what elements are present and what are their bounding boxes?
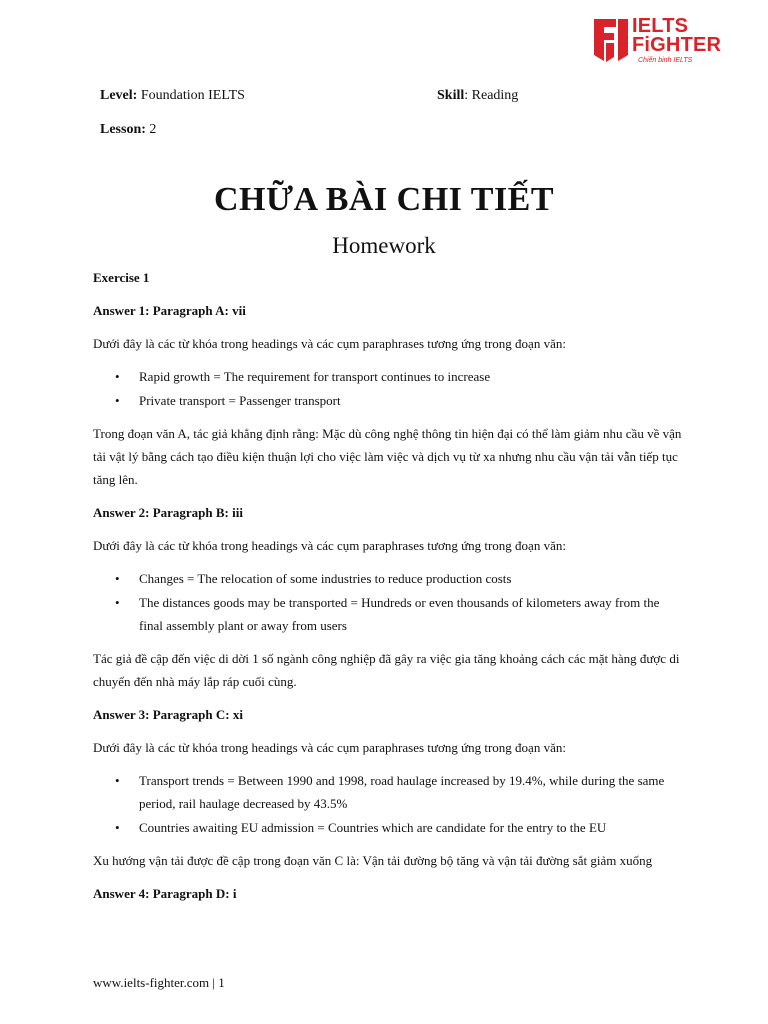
answer-1-bullets: [93, 365, 683, 412]
list-item: • The distances goods may be transported = Hundreds or even thousands of kilometers away from the final assembly plant or away from users: [93, 591, 683, 637]
answer-3-heading: Answer 3: Paragraph C: xi: [93, 707, 243, 722]
answer-1-intro: Dưới đây là các từ khóa trong headings và các cụm paraphrases tương ứng trong đoạn văn:: [93, 336, 566, 351]
page-footer: www.ielts-fighter.com | 1: [93, 975, 225, 990]
answer-1-explanation: Trong đoạn văn A, tác giả khẳng định rằng: Mặc dù công nghệ thông tin hiện đại có thể làm giảm nhu cầu về vận tải vật lý bằng cách tạo điều kiện thuận lợi cho việc làm việc và dịch vụ từ xa nhưng nhu cầu vận tải vẫn tiếp tục tăng lên.: [93, 426, 682, 487]
level-label: Level:: [100, 88, 138, 103]
answer-2-explanation: Tác giả đề cập đến việc di dời 1 số ngành công nghiệp đã gây ra việc gia tăng khoảng cách các mặt hàng được di chuyển đến nhà máy lắp ráp cuối cùng.: [93, 651, 680, 689]
answer-4-heading: Answer 4: Paragraph D: i: [93, 886, 237, 901]
ielts-fighter-logo: [592, 17, 742, 69]
skill-label: Skill: [437, 88, 465, 103]
exercise-heading: Exercise 1: [93, 270, 150, 285]
answer-2-intro: Dưới đây là các từ khóa trong headings và các cụm paraphrases tương ứng trong đoạn văn:: [93, 538, 566, 553]
answer-3-bullets: [93, 769, 683, 839]
document-body: [93, 266, 683, 905]
skill-value: : Reading: [464, 88, 519, 103]
logo-tagline: Chiến binh IELTS: [638, 57, 693, 64]
level-value: Foundation IELTS: [140, 88, 245, 103]
logo-wordmark: IELTS FiGHTER: [632, 15, 722, 56]
list-item: • Transport trends = Between 1990 and 1998, road haulage increased by 19.4%, while during the same period, rail haulage decreased by 43.5%: [93, 769, 683, 815]
answer-3-explanation: Xu hướng vận tải được đề cập trong đoạn văn C là: Vận tải đường bộ tăng và vận tải đường sắt giảm xuống: [93, 853, 653, 868]
page-subtitle: Homework: [332, 233, 436, 258]
lesson-meta: [100, 122, 156, 138]
level-meta: [100, 88, 245, 104]
lesson-label: Lesson:: [100, 122, 146, 137]
list-item: • Rapid growth = The requirement for transport continues to increase: [93, 365, 683, 388]
answer-3-intro: Dưới đây là các từ khóa trong headings và các cụm paraphrases tương ứng trong đoạn văn:: [93, 740, 566, 755]
answer-2-bullets: [93, 567, 683, 637]
page-title: CHỮA BÀI CHI TIẾT: [213, 181, 555, 218]
lesson-value: 2: [149, 122, 157, 137]
answer-1-heading: Answer 1: Paragraph A: vii: [93, 303, 246, 318]
list-item: • Countries awaiting EU admission = Countries which are candidate for the entry to the EU: [93, 816, 683, 839]
list-item: • Private transport = Passenger transport: [93, 389, 683, 412]
logo-mark-icon: [592, 17, 630, 63]
skill-meta: [437, 88, 518, 104]
list-item: • Changes = The relocation of some industries to reduce production costs: [93, 567, 683, 590]
answer-2-heading: Answer 2: Paragraph B: iii: [93, 505, 243, 520]
